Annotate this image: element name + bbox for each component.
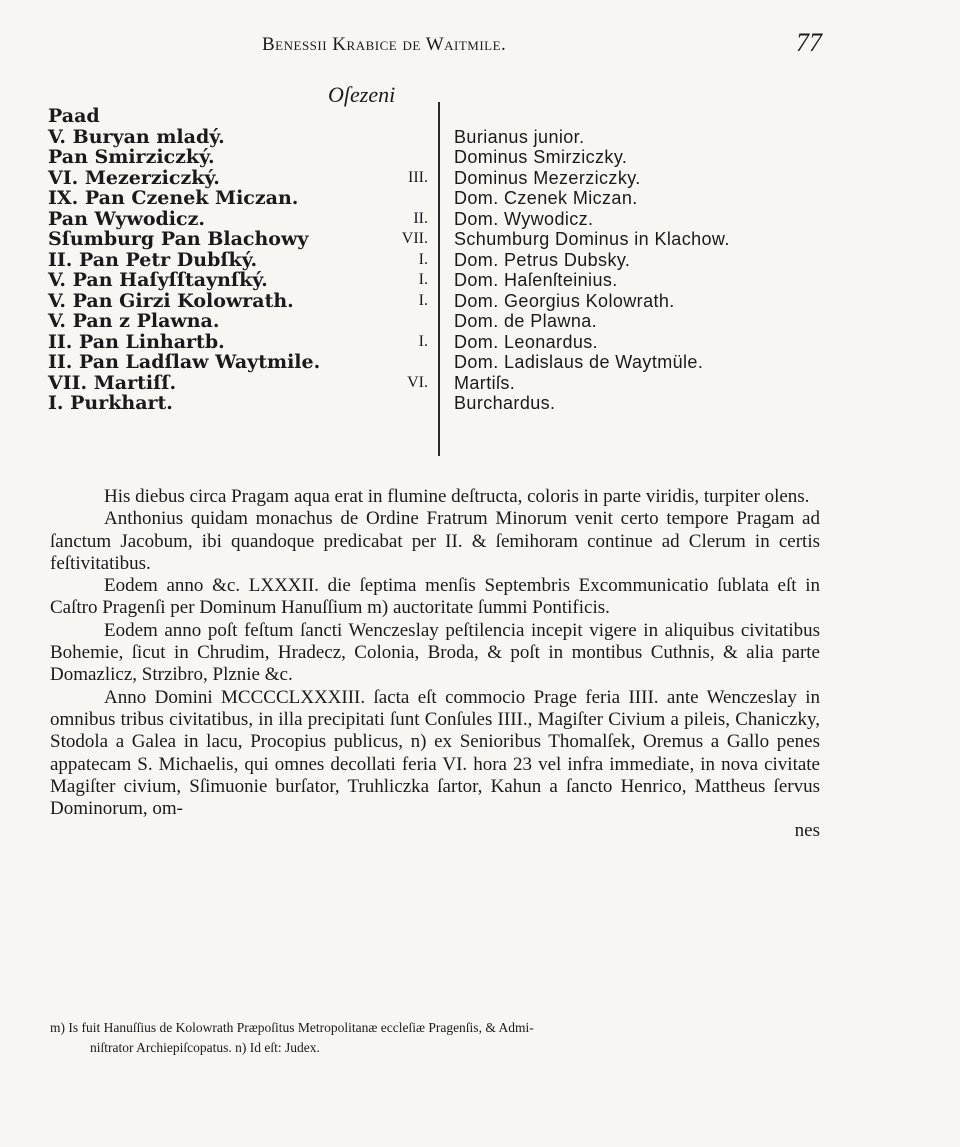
paragraph: Anno Domini MCCCCLXXXIII. ſacta eſt commocio Prage feria IIII. ante Wenczeslay in omnibus tribus civitatibus, in illa precipitati ſunt Conſules IIII., Magiſter Civium a pileis, Chaniczky, Stodola a Galea in lacu, Procopius publicus, n) ex Senioribus Thomalſek, Oremus a Gallo penes appatecam S. Michaelis, qui omnes decollati feria VI. hora 23 vel infra immediate, in nova civitate Magiſter civium, Sſimuonie burſator, Truhliczka ſartor, Kahun a ſancto Henrico, Mattheus ſervus Dominorum, om- <box>50 686 820 820</box>
latin-name: Burchardus. <box>454 393 556 413</box>
row-numeral: VI. <box>407 373 428 391</box>
german-name: Pan Smirziczký. <box>48 146 215 168</box>
column-heading: Oſezeni <box>328 82 396 107</box>
member-row <box>48 229 838 250</box>
latin-name: Burianus junior. <box>454 126 585 147</box>
footnote-line: niſtrator Archiepiſcopatus. n) Id eſt: Judex. <box>90 1040 320 1055</box>
german-name: VI. Mezerziczký. <box>48 166 220 189</box>
german-name: V. Pan z Plawna. <box>48 310 220 332</box>
member-row <box>48 188 838 209</box>
german-name: Sſumburg Pan Blachowy <box>48 228 309 250</box>
footnote-line: m) Is fuit Hanuſſius de Kolowrath Præpoſitus Metropolitanæ eccleſiæ Pragenſis, & Admi- <box>50 1020 534 1035</box>
latin-name: Martiſs. <box>454 372 516 393</box>
member-row <box>48 209 838 230</box>
latin-name: Dom. Ladislaus de Waytmüle. <box>454 352 704 372</box>
paragraph: Anthonius quidam monachus de Ordine Fratrum Minorum venit certo tempore Pragam ad ſanctum Jacobum, ibi quandoque predicabat per II. & ſemihoram continue ad Clerum in certis feſtivitatibus. <box>50 508 820 574</box>
german-name: II. Pan Petr Dubſký. <box>48 248 258 271</box>
german-name: Pan Wywodicz. <box>48 207 205 230</box>
german-name: Paad <box>48 105 100 127</box>
latin-name: Dom. de Plawna. <box>454 311 598 331</box>
latin-name: Schumburg Dominus in Klachow. <box>454 229 730 249</box>
paragraph-end: nes <box>794 820 820 842</box>
member-row <box>48 352 838 373</box>
body-text <box>50 486 820 843</box>
member-row <box>48 332 838 353</box>
paragraph: Eodem anno &c. LXXXII. die ſeptima menſis Septembris Excommunicatio ſublata eſt in Caſtro Pragenſi per Dominum Hanuſſium m) auctoritate ſummi Pontificis. <box>50 575 820 619</box>
german-name: IX. Pan Czenek Miczan. <box>48 187 299 209</box>
row-numeral: II. <box>413 209 428 227</box>
row-numeral: I. <box>418 250 428 268</box>
german-name: I. Purkhart. <box>48 392 173 414</box>
latin-name: Dom. Leonardus. <box>454 331 599 352</box>
latin-name: Dominus Smirziczky. <box>454 147 628 167</box>
german-name: V. Buryan mladý. <box>48 125 225 148</box>
members-list <box>48 106 838 414</box>
latin-name: Dom. Georgius Kolowrath. <box>454 290 675 311</box>
german-name: VII. Martiſſ. <box>48 371 177 394</box>
row-numeral: I. <box>418 291 428 309</box>
latin-name: Dominus Mezerziczky. <box>454 167 641 188</box>
member-row <box>48 311 838 332</box>
page-number: 77 <box>796 28 822 57</box>
paragraph: Eodem anno poſt feſtum ſancti Wenczeslay peſtilencia incepit vigere in aliquibus civitatibus Bohemie, ſicut in Chrudim, Hradecz, Colonia, Broda, & poſt in montibus Cuthnis, & alia parte Domazlicz, Strzibro, Plznie &c. <box>50 619 820 686</box>
row-numeral: I. <box>418 332 428 350</box>
german-name: II. Pan Ladſlaw Waytmile. <box>48 351 321 373</box>
german-name: II. Pan Linhartb. <box>48 330 225 353</box>
row-numeral: III. <box>408 168 428 186</box>
latin-name: Dom. Haſenſteinius. <box>454 270 618 290</box>
row-numeral: I. <box>418 271 428 288</box>
member-row <box>48 270 838 291</box>
member-row <box>48 127 838 148</box>
footnotes <box>50 1018 830 1058</box>
member-row <box>48 291 838 312</box>
member-row <box>48 106 838 127</box>
member-row <box>48 393 838 414</box>
running-title: Benessii Krabice de Waitmile. <box>262 34 507 55</box>
member-row <box>48 373 838 394</box>
member-row <box>48 147 838 168</box>
member-row <box>48 250 838 271</box>
german-name: V. Pan Girzi Kolowrath. <box>48 289 294 312</box>
row-numeral: VII. <box>401 230 428 247</box>
latin-name: Dom. Petrus Dubsky. <box>454 249 631 270</box>
latin-name: Dom. Wywodicz. <box>454 208 594 229</box>
member-row <box>48 168 838 189</box>
paragraph: His diebus circa Pragam aqua erat in flumine deſtructa, coloris in parte viridis, turpiter olens. <box>104 486 810 507</box>
german-name: V. Pan Haſyſſtaynſký. <box>48 269 268 291</box>
latin-name: Dom. Czenek Miczan. <box>454 188 638 208</box>
